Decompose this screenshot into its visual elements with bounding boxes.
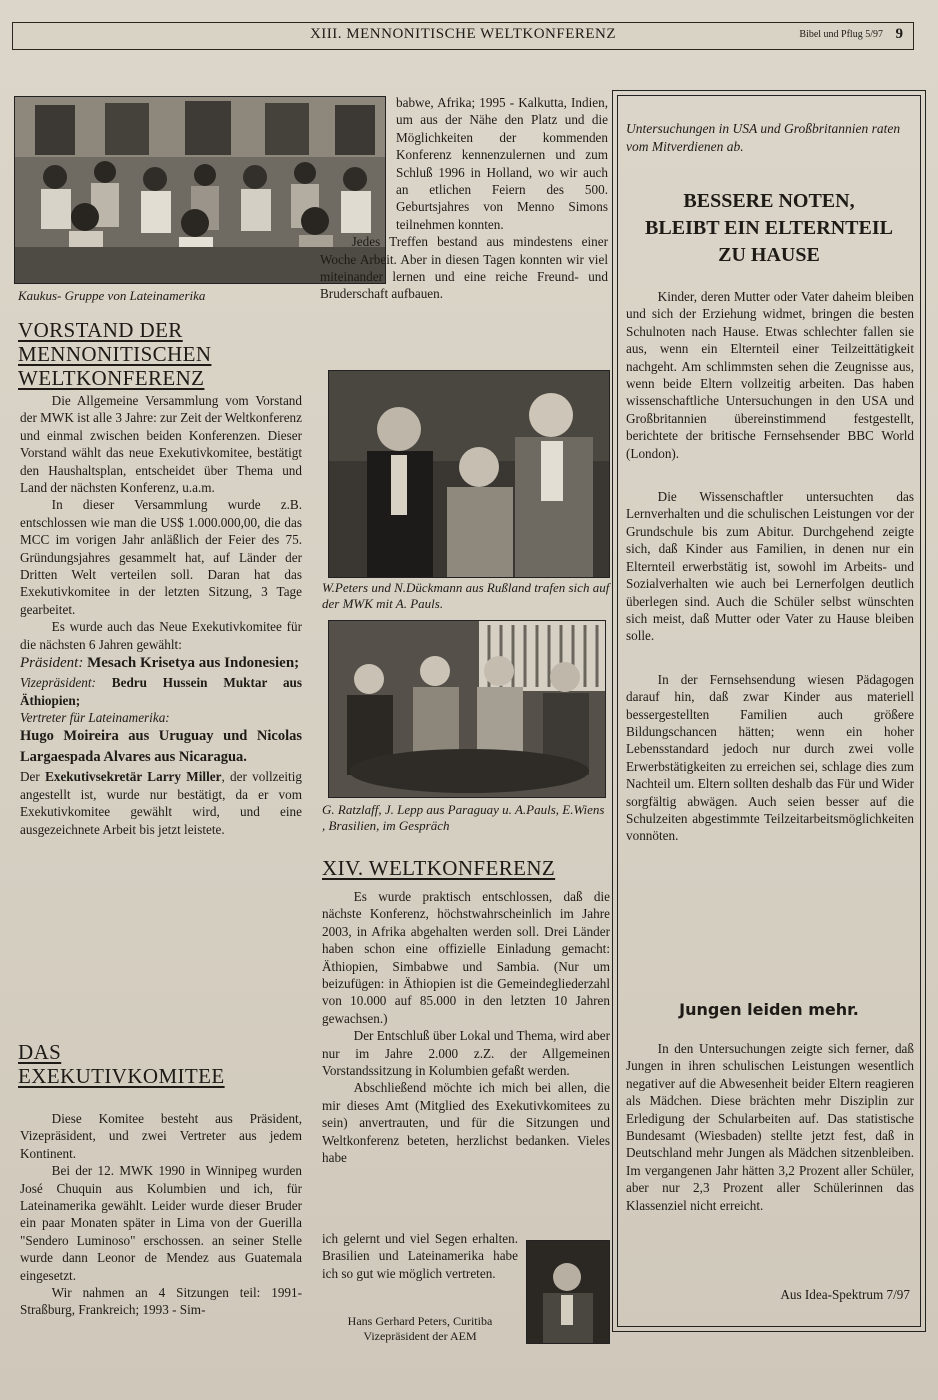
praesident-name: Mesach Krisetya aus Indonesien; (83, 655, 300, 672)
sidebar-text-2 (626, 1040, 914, 1214)
author-caption (322, 1314, 518, 1344)
sidebar-intro: Untersuchungen in USA und Großbritannien raten vom Mitverdienen ab. (626, 121, 901, 154)
sekretaer-paragraph (20, 768, 302, 838)
sidebar-heading-line1: BESSERE NOTEN, (683, 190, 855, 212)
heading-exekutiv-line1: DAS (18, 1040, 62, 1064)
photo-author-portrait (526, 1240, 610, 1344)
weltkonferenz-paragraph-3a: Abschließend möchte ich mich bei allen, die mir dieses Amt (Mitglied des Exekutivkomitees zu sein) anvertrauten, und für die Sitzungen und Weltkonferenz beteten, herzlichst bedanken. Vieles habe (322, 1080, 610, 1166)
sekretaer-rest: , der vollzeitig angestellt ist, wurde nur bestätigt, da er vom Exekutivkomitee gewählt wird, und eine ausgezeichnete Arbeit bis jetzt leistete. (20, 769, 302, 837)
vize-line (20, 674, 302, 709)
sidebar-source: Aus Idea-Spektrum 7/97 (780, 1287, 910, 1302)
heading-vorstand-line1: VORSTAND DER (18, 318, 183, 342)
heading-vorstand-line3: WELTKONFERENZ (18, 366, 205, 390)
weltkonferenz-paragraph-1: Es wurde praktisch entschlossen, daß die nächste Konferenz, höchstwahrscheinlich im Jahre 2003, in Afrika abgehalten werden soll. Drei Länder haben schon eine offizielle Einladung gemacht: Äthiopien, Simbabwe und Sambia. (Nur um beizufügen: in Äthiopien ist die Gemeindegliederzahl von 10.000 auf 85.000 in den letzten 10 Jahren gewachsen.) (322, 889, 610, 1026)
left-column-text (20, 392, 302, 838)
vertreter-names: Hugo Moireira aus Uruguay und Nicolas Largaespada Alvares aus Nicaragua. (20, 728, 302, 766)
sidebar-subheading: Jungen leiden mehr. (679, 1000, 859, 1019)
weltkonferenz-paragraph-3b: ich gelernt und viel Segen erhalten. Brasilien und Lateinamerika habe ich so gut wie möglich vertreten. (322, 1231, 518, 1281)
sidebar-spacer-2 (626, 645, 914, 671)
sekretaer-pre: Der (20, 769, 46, 785)
vertreter-label: Vertreter für Lateinamerika: (20, 709, 170, 725)
exekutiv-paragraph-3: Wir nahmen an 4 Sitzungen teil: 1991- Straßburg, Frankreich; 1993 - Sim- (20, 1285, 302, 1318)
sidebar-paragraph-3: In der Fernsehsendung wiesen Pädagogen darauf hin, daß zwar Kinder aus materiell bessergestellten Familien auch größere Bildungschancen hätten; wenn ein hoher Lebensstandard jedoch nur durch zwei volle Erwerbstätigkeiten zu erreichen sei, schlage dies zum Nachteil um. Eltern sollten deshalb das Für und Wider sorgfältig abwägen. Auch seien besser auf die Schulzeiten abgestimmte Teilzeitarbeitsmöglichkeiten vonnöten. (626, 671, 914, 844)
photo-peters-dueckmann (328, 370, 610, 578)
sidebar-heading-line2: BLEIBT EIN ELTERNTEIL (645, 217, 893, 239)
praesident-line (20, 653, 302, 674)
vorstand-paragraph-1: Die Allgemeine Versammlung vom Vorstand der MWK ist alle 3 Jahre: zur Zeit der Weltkonferenz und einmal zwischen beiden Konferenzen. Dieser Vorstand wählt das neue Exekutivkomitee, bestätigt den Haushaltsplan, entscheidet über Thema und Land der nächsten Konferenz, u.a.m. (20, 393, 302, 496)
sidebar-text (626, 288, 914, 845)
vorstand-paragraph-3: Es wurde auch das Neue Exekutivkomitee für die nächsten 6 Jahren gewählt: (20, 619, 302, 652)
header-title: XIII. MENNONITISCHE WELTKONFERENZ (309, 26, 617, 42)
exekutiv-paragraph-1: Diese Komitee besteht aus Präsident, Vizepräsident, und zwei Vertreter aus jedem Kontinent. (20, 1111, 302, 1161)
sidebar-paragraph-4: In den Untersuchungen zeigte sich ferner, daß Jungen in ihren schulischen Leistungen wesentlich negativer auf die Abwesenheit beider Eltern reagieren als Mädchen. Diese brächten mehr Disziplin zur Erledigung der Schularbeiten auf. Das statistische Bundesamt (Wiesbaden) stellte jetzt fest, daß in Deutschland mehr Jungen als Mädchen sitzenbleiben. Im vergangenen Jahr hätten 3,2 Prozent aller Schüler, aber nur 2,3 Prozent aller Schülerinnen das Klassenziel nicht erreicht. (626, 1041, 914, 1213)
page-header (12, 22, 914, 50)
author-caption-line2: Vizepräsident der AEM (363, 1329, 477, 1343)
heading-vorstand-line2: MENNONITISCHEN (18, 342, 212, 366)
sidebar-spacer-1 (626, 462, 914, 488)
middle-paragraph-2: Jedes Treffen bestand aus mindestens einer Woche Arbeit. Aber in diesen Tagen konnten wir viel miteinander lernen und eine reiche Freund- und Bruderschaft aufbauen. (320, 234, 608, 302)
sidebar-paragraph-1: Kinder, deren Mutter oder Vater daheim bleiben und sich der Erziehung widmet, bringen die besten Schulnoten nach Hause. Etwas schlechter fallen sie aus, wenn ein Elternteil einer Teilzeittätigkeit nachgeht. Am schlimmsten sehen die Zeugnisse aus, wenn beide Eltern vollzeitig arbeiten. Das haben wissenschaftliche Untersuchungen in den USA und Großbritannien übereinstimmend festgestellt, berichtete der britische Fernsehsender BBC World (London). (626, 289, 914, 461)
sidebar-paragraph-2: Die Wissenschaftler untersuchten das Lernverhalten und die schulischen Leistungen vor der Grundschule bis zum Abitur. Durchgehend zeigte sich, daß Kinder aus Familien, in denen nur ein Elternteil erwerbstätig ist, sowohl im Arbeits- und Sozialverhalten wie auch bei Lernerfolgen deutlich überlegen sind. Auch die Schüler selbst wünschten sich meist, daß Mutter oder Vater zu Hause bleiben solle. (626, 489, 914, 644)
heading-exekutiv-line2: EXEKUTIVKOMITEE (18, 1064, 225, 1088)
photo-ratzlaff-lepp (328, 620, 606, 798)
exekutiv-paragraph-2: Bei der 12. MWK 1990 in Winnipeg wurden José Chuquin aus Kolumbien und ich, für Lateinamerika gewählt. Leider wurde dieser Bruder ein paar Monaten später in Lima von der Guerilla "Sendero Luminoso" erschossen. an seiner Stelle wurde dann Leonor de Mendez aus Guatemala eingesetzt. (20, 1163, 302, 1283)
praesident-label: Präsident: (20, 655, 84, 672)
sidebar-heading-line3: ZU HAUSE (718, 244, 820, 266)
sekretaer-bold: Exekutivsekretär Larry Miller (45, 769, 222, 785)
weltkonferenz-paragraph-2: Der Entschluß über Lokal und Thema, wird aber nur im Jahre 2.000 z.Z. der Allgemeinen Vorstandssitzung in Kolumbien gefaßt werden. (322, 1028, 610, 1079)
middle-top-text (320, 94, 608, 303)
exekutiv-text (20, 1110, 302, 1319)
photo-caption-peters-dueckmann: W.Peters und N.Dückmann aus Rußland trafen sich auf der MWK mit A. Pauls. (322, 580, 610, 611)
author-caption-line1: Hans Gerhard Peters, Curitiba (347, 1314, 493, 1328)
sidebar-article-inner (617, 95, 921, 1327)
photo-caption-conference: Kaukus- Gruppe von Lateinamerika (18, 288, 206, 303)
photo-caption-ratzlaff-lepp: G. Ratzlaff, J. Lepp aus Paraguay u. A.Pauls, E.Wiens , Brasilien, im Gespräch (322, 802, 605, 833)
heading-vorstand (18, 318, 318, 390)
vize-label: Vizepräsident: (20, 675, 96, 691)
sidebar-article-box (612, 90, 926, 1332)
sidebar-heading (618, 188, 920, 269)
weltkonferenz-text-cont (322, 1230, 518, 1282)
heading-exekutivkomitee (18, 1040, 318, 1088)
header-issue: Bibel und Pflug 5/97 (799, 29, 883, 40)
middle-paragraph-1: babwe, Afrika; 1995 - Kalkutta, Indien, um aus der Nähe den Platz und die Möglichkeiten der kommenden Konferenz kennenzulernen und zum Schluß 1996 in Holland, wo wir auch an etlichen Feiern des 500. Geburtsjahres von Menno Simons teilnehmen konnten. (396, 95, 608, 232)
page-number: 9 (895, 26, 903, 42)
vize-name: Bedru Hussein Muktar aus Äthiopien; (20, 675, 302, 708)
vorstand-paragraph-2: In dieser Versammlung wurde z.B. entschlossen wie man die US$ 1.000.000,00, die das MCC im vorigen Jahr anläßlich der Feier des 75. Gründungsjahres gesammelt hat, auf Länder der Dritten Welt verteilen soll. Daran hat das Exekutivkomitee in der letzten Sitzung, 3 Tage gearbeitet. (20, 497, 302, 617)
weltkonferenz-text (322, 888, 610, 1167)
heading-weltkonferenz: XIV. WELTKONFERENZ (322, 856, 556, 880)
